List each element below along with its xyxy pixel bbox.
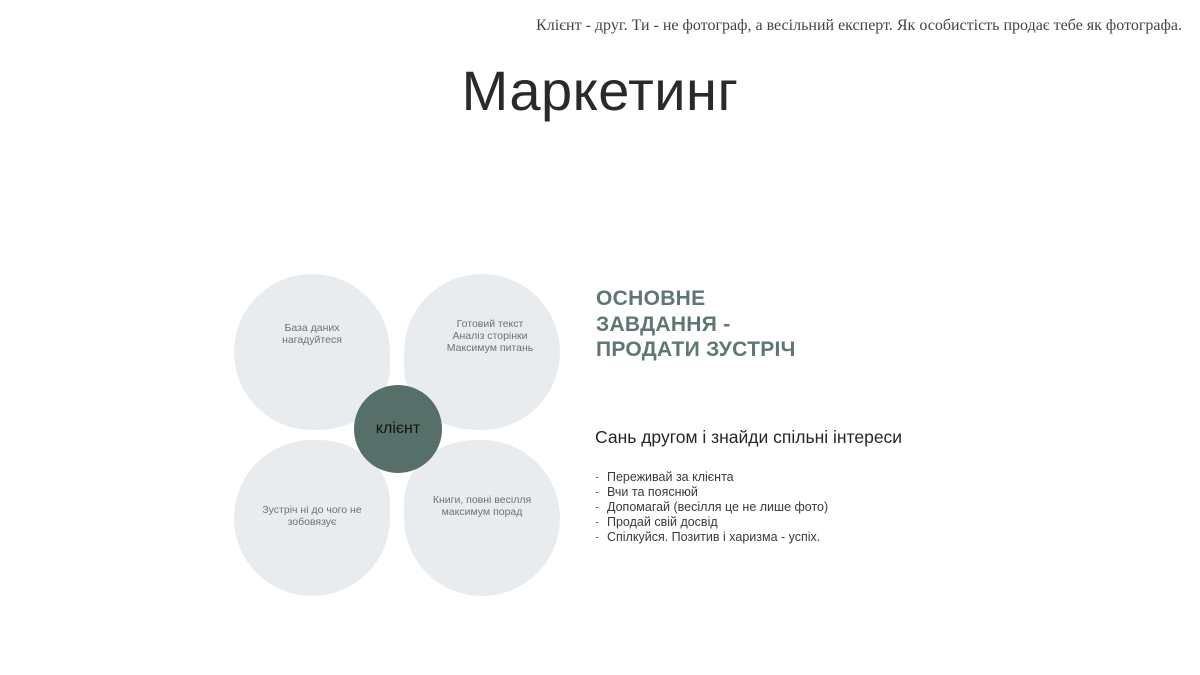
main-task-line-2: ЗАВДАННЯ -	[596, 312, 731, 336]
petal-meeting-line-2: зобовязує	[287, 516, 337, 528]
tip-text: Переживай за клієнта	[607, 470, 734, 484]
petal-ready-text-line-2: Аналіз сторінки	[452, 330, 528, 342]
tip-text: Спілкуйся. Позитив і харизма - успіх.	[607, 530, 821, 544]
list-item	[595, 500, 828, 515]
tip-text: Вчи та пояснюй	[607, 485, 698, 499]
dash-bullet: -	[595, 515, 600, 529]
dash-bullet: -	[595, 485, 600, 499]
petal-meeting-line-1: Зустріч ні до чого не	[262, 504, 362, 516]
main-task-line-1: ОСНОВНЕ	[596, 287, 706, 310]
petal-ready-text-line-3: Максимум питань	[446, 342, 534, 354]
petal-meeting	[234, 440, 390, 596]
list-item	[595, 515, 828, 530]
petal-ready-text-line-1: Готовий текст	[456, 318, 524, 330]
petal-books	[404, 440, 560, 596]
top-note: Клієнт - друг. Ти - не фотограф, а весільний експерт. Як особистість продає тебе як фотографа.	[536, 17, 1182, 34]
main-task-heading	[596, 286, 796, 363]
dash-bullet: -	[595, 500, 600, 514]
list-item	[595, 470, 828, 485]
petal-books-line-1: Книги, повні весілля	[432, 494, 532, 506]
tip-text: Допомагай (весілля це не лише фото)	[607, 500, 829, 514]
slide-title: Маркетинг	[461, 59, 739, 122]
tips-list	[595, 470, 828, 545]
dash-bullet: -	[595, 530, 600, 544]
center-node-client: клієнт	[354, 385, 442, 473]
list-item	[595, 530, 828, 545]
tip-text: Продай свій досвід	[607, 515, 718, 529]
dash-bullet: -	[595, 470, 600, 484]
main-task-line-3: ПРОДАТИ ЗУСТРІЧ	[596, 338, 796, 361]
petal-database-line-2: нагадуйтеся	[282, 334, 342, 346]
subheading: Сань другом і знайди спільні інтереси	[595, 427, 903, 447]
petal-database-line-1: База даних	[284, 322, 340, 334]
list-item	[595, 485, 828, 500]
petal-books-line-2: максимум порад	[441, 506, 523, 518]
